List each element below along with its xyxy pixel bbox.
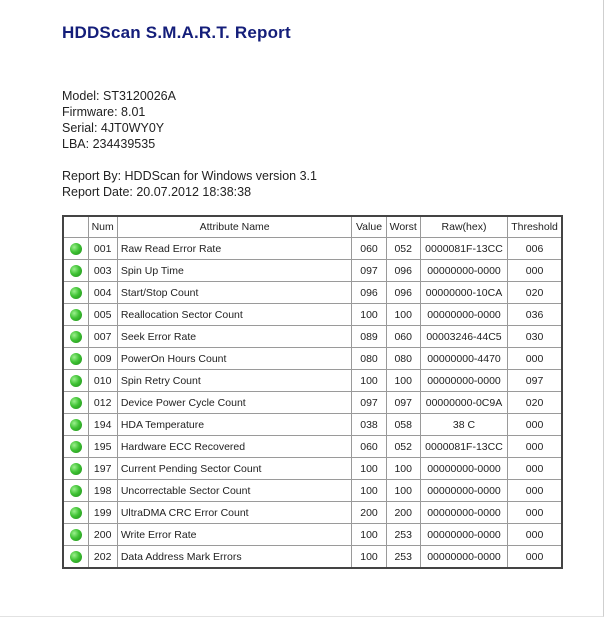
attribute-worst: 080 (386, 348, 420, 370)
attribute-value: 038 (352, 414, 386, 436)
attribute-value: 100 (352, 546, 386, 569)
attribute-value: 100 (352, 370, 386, 392)
attribute-threshold: 000 (508, 524, 562, 546)
attribute-threshold: 006 (508, 238, 562, 260)
status-cell (63, 370, 88, 392)
attribute-name: Device Power Cycle Count (117, 392, 352, 414)
attribute-value: 200 (352, 502, 386, 524)
attribute-worst: 052 (386, 238, 420, 260)
header-raw: Raw(hex) (420, 216, 507, 238)
smart-attributes-table (62, 215, 563, 569)
attribute-num: 200 (88, 524, 117, 546)
attribute-threshold: 000 (508, 260, 562, 282)
attribute-num: 001 (88, 238, 117, 260)
attribute-threshold: 036 (508, 304, 562, 326)
attribute-worst: 253 (386, 546, 420, 569)
attribute-raw: 00000000-10CA (420, 282, 507, 304)
table-row (63, 546, 562, 569)
attribute-num: 194 (88, 414, 117, 436)
status-cell (63, 414, 88, 436)
attribute-raw: 00000000-0000 (420, 370, 507, 392)
attribute-value: 080 (352, 348, 386, 370)
model-line: Model: ST3120026A (62, 89, 176, 103)
status-ok-icon (70, 331, 82, 343)
attribute-name: HDA Temperature (117, 414, 352, 436)
status-cell (63, 546, 88, 569)
attribute-num: 199 (88, 502, 117, 524)
status-cell (63, 392, 88, 414)
status-ok-icon (70, 353, 82, 365)
attribute-worst: 096 (386, 260, 420, 282)
attribute-worst: 100 (386, 480, 420, 502)
attribute-name: PowerOn Hours Count (117, 348, 352, 370)
attribute-name: UltraDMA CRC Error Count (117, 502, 352, 524)
attribute-value: 060 (352, 436, 386, 458)
attribute-worst: 100 (386, 458, 420, 480)
attribute-raw: 00000000-0000 (420, 480, 507, 502)
table-row (63, 392, 562, 414)
status-ok-icon (70, 419, 82, 431)
attribute-threshold: 000 (508, 458, 562, 480)
attribute-raw: 0000081F-13CC (420, 436, 507, 458)
table-row (63, 304, 562, 326)
status-ok-icon (70, 529, 82, 541)
header-status (63, 216, 88, 238)
status-ok-icon (70, 243, 82, 255)
attribute-worst: 200 (386, 502, 420, 524)
status-ok-icon (70, 463, 82, 475)
attribute-worst: 060 (386, 326, 420, 348)
header-worst: Worst (386, 216, 420, 238)
table-row (63, 458, 562, 480)
status-cell (63, 282, 88, 304)
table-row (63, 238, 562, 260)
attribute-value: 096 (352, 282, 386, 304)
serial-line: Serial: 4JT0WY0Y (62, 121, 165, 135)
drive-info (62, 88, 317, 200)
status-ok-icon (70, 287, 82, 299)
attribute-raw: 00003246-44C5 (420, 326, 507, 348)
status-cell (63, 480, 88, 502)
status-cell (63, 436, 88, 458)
attribute-raw: 00000000-0000 (420, 524, 507, 546)
attribute-threshold: 020 (508, 392, 562, 414)
status-ok-icon (70, 309, 82, 321)
status-ok-icon (70, 397, 82, 409)
attribute-name: Start/Stop Count (117, 282, 352, 304)
attribute-name: Spin Retry Count (117, 370, 352, 392)
attribute-worst: 052 (386, 436, 420, 458)
attribute-raw: 00000000-0000 (420, 502, 507, 524)
table-row (63, 282, 562, 304)
attribute-num: 010 (88, 370, 117, 392)
status-cell (63, 524, 88, 546)
header-value: Value (352, 216, 386, 238)
status-cell (63, 348, 88, 370)
attribute-worst: 253 (386, 524, 420, 546)
attribute-threshold: 000 (508, 502, 562, 524)
status-ok-icon (70, 375, 82, 387)
attribute-threshold: 097 (508, 370, 562, 392)
attribute-name: Reallocation Sector Count (117, 304, 352, 326)
attribute-threshold: 030 (508, 326, 562, 348)
header-num: Num (88, 216, 117, 238)
lba-line: LBA: 234439535 (62, 137, 156, 151)
attribute-threshold: 000 (508, 436, 562, 458)
attribute-threshold: 000 (508, 414, 562, 436)
status-ok-icon (70, 507, 82, 519)
attribute-worst: 097 (386, 392, 420, 414)
table-row (63, 326, 562, 348)
header-attribute-name: Attribute Name (117, 216, 352, 238)
status-ok-icon (70, 485, 82, 497)
attribute-raw: 00000000-0000 (420, 458, 507, 480)
attribute-num: 195 (88, 436, 117, 458)
status-ok-icon (70, 551, 82, 563)
attribute-name: Uncorrectable Sector Count (117, 480, 352, 502)
attribute-raw: 00000000-0000 (420, 546, 507, 569)
attribute-value: 100 (352, 480, 386, 502)
attribute-value: 097 (352, 392, 386, 414)
attribute-raw: 00000000-4470 (420, 348, 507, 370)
attribute-worst: 058 (386, 414, 420, 436)
attribute-num: 004 (88, 282, 117, 304)
firmware-line: Firmware: 8.01 (62, 105, 146, 119)
attribute-num: 009 (88, 348, 117, 370)
attribute-name: Data Address Mark Errors (117, 546, 352, 569)
attribute-name: Hardware ECC Recovered (117, 436, 352, 458)
attribute-worst: 096 (386, 282, 420, 304)
status-cell (63, 304, 88, 326)
status-cell (63, 326, 88, 348)
status-cell (63, 260, 88, 282)
attribute-threshold: 000 (508, 480, 562, 502)
table-row (63, 414, 562, 436)
table-header-row (63, 216, 562, 238)
attribute-value: 100 (352, 458, 386, 480)
report-date-line: Report Date: 20.07.2012 18:38:38 (62, 185, 252, 199)
attribute-raw: 00000000-0000 (420, 260, 507, 282)
table-row (63, 524, 562, 546)
attribute-name: Seek Error Rate (117, 326, 352, 348)
table-row (63, 370, 562, 392)
header-threshold: Threshold (508, 216, 562, 238)
table-row (63, 502, 562, 524)
attribute-name: Spin Up Time (117, 260, 352, 282)
status-cell (63, 238, 88, 260)
status-ok-icon (70, 265, 82, 277)
attribute-num: 198 (88, 480, 117, 502)
attribute-raw: 00000000-0C9A (420, 392, 507, 414)
attribute-raw: 0000081F-13CC (420, 238, 507, 260)
attribute-value: 089 (352, 326, 386, 348)
attribute-value: 100 (352, 524, 386, 546)
status-ok-icon (70, 441, 82, 453)
report-title: HDDScan S.M.A.R.T. Report (62, 23, 291, 42)
attribute-raw: 00000000-0000 (420, 304, 507, 326)
attribute-name: Write Error Rate (117, 524, 352, 546)
attribute-num: 202 (88, 546, 117, 569)
table-row (63, 436, 562, 458)
attribute-name: Current Pending Sector Count (117, 458, 352, 480)
attribute-raw: 38 C (420, 414, 507, 436)
attribute-threshold: 020 (508, 282, 562, 304)
table-row (63, 480, 562, 502)
attribute-num: 197 (88, 458, 117, 480)
report-by-line: Report By: HDDScan for Windows version 3.1 (62, 169, 317, 183)
status-cell (63, 502, 88, 524)
table-row (63, 348, 562, 370)
attribute-num: 007 (88, 326, 117, 348)
attribute-value: 097 (352, 260, 386, 282)
status-cell (63, 458, 88, 480)
attribute-value: 100 (352, 304, 386, 326)
attribute-threshold: 000 (508, 546, 562, 569)
attribute-name: Raw Read Error Rate (117, 238, 352, 260)
attribute-worst: 100 (386, 304, 420, 326)
attribute-value: 060 (352, 238, 386, 260)
attribute-num: 005 (88, 304, 117, 326)
attribute-worst: 100 (386, 370, 420, 392)
attribute-threshold: 000 (508, 348, 562, 370)
attribute-num: 003 (88, 260, 117, 282)
attribute-num: 012 (88, 392, 117, 414)
table-row (63, 260, 562, 282)
